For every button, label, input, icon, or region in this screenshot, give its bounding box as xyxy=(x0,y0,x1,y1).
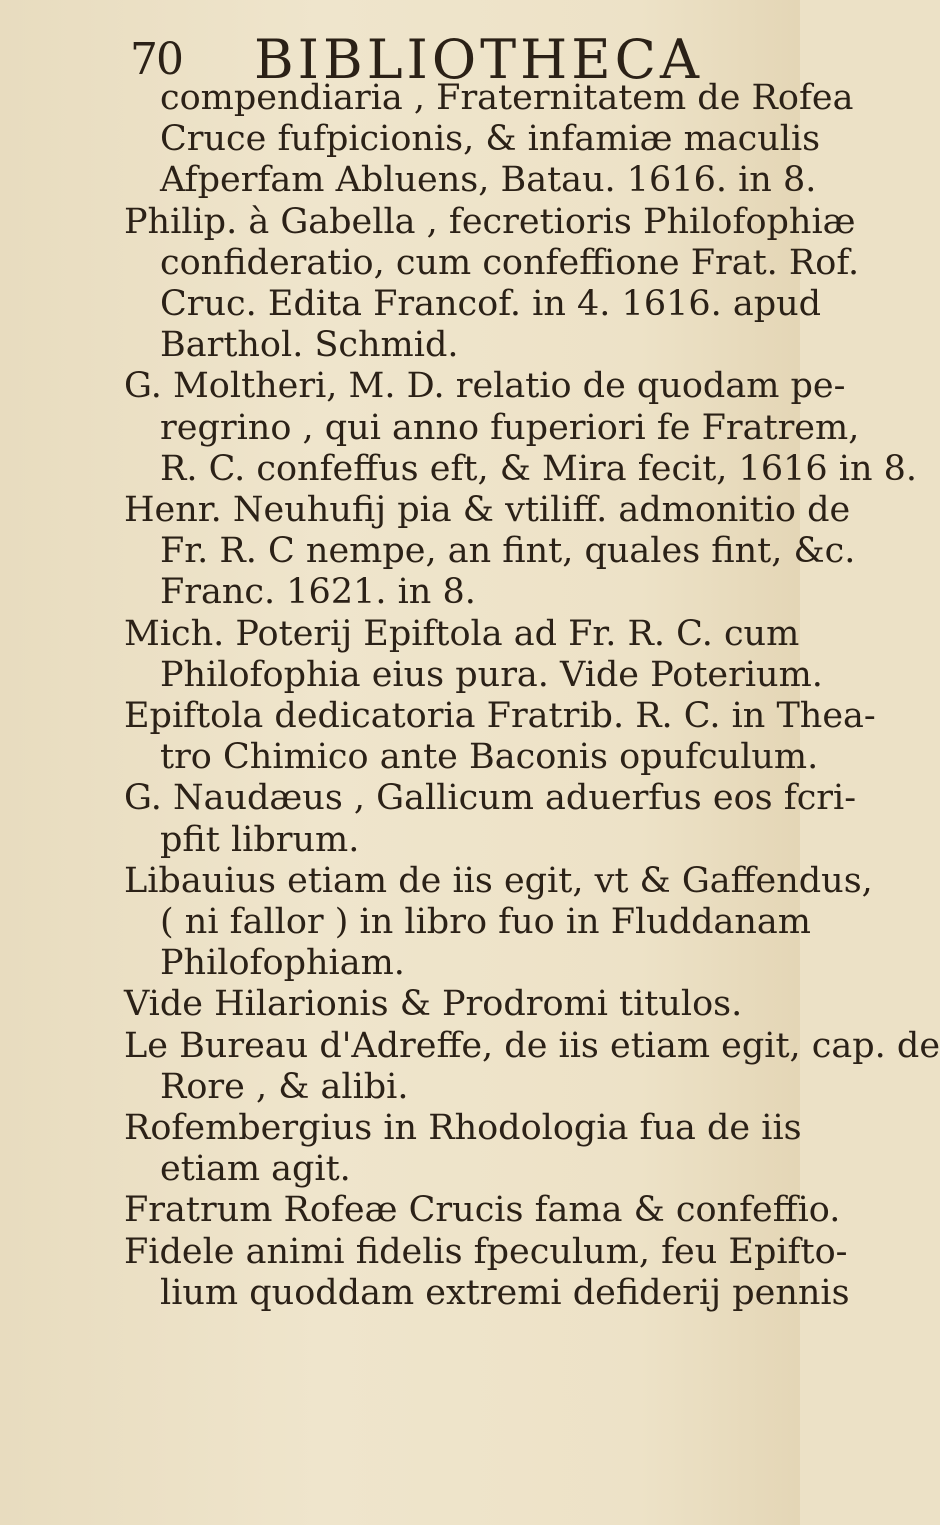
entry-first-line: Vide Hilarionis & Prodromi titulos. xyxy=(124,984,743,1025)
text-line: ( ni fallor ) in libro fuo in Fluddanam xyxy=(160,902,811,943)
text-line: pfit librum. xyxy=(160,819,360,860)
text-line: tro Chimico ante Baconis opufculum. xyxy=(160,737,819,778)
text-line: etiam agit. xyxy=(160,1149,351,1190)
text-line: Fr. R. C nempe, an fint, quales fint, &c. xyxy=(160,531,856,572)
entry-first-line: Epiftola dedicatoria Fratrib. R. C. in Thea- xyxy=(124,696,876,737)
page-number: 70 xyxy=(130,34,182,85)
text-line: Barthol. Schmid. xyxy=(160,325,459,366)
entry-first-line: Le Bureau d'Adreffe, de iis etiam egit, cap. de xyxy=(124,1025,940,1066)
text-line: R. C. confeffus eft, & Mira fecit, 1616 in 8. xyxy=(160,448,918,489)
text-line: regrino , qui anno fuperiori fe Fratrem, xyxy=(160,407,860,448)
bibliography-text xyxy=(124,78,940,1314)
text-line: Afperfam Abluens, Batau. 1616. in 8. xyxy=(160,160,817,201)
text-line: Philofophia eius pura. Vide Poterium. xyxy=(160,654,823,695)
text-line: confideratio, cum confeffione Frat. Rof. xyxy=(160,242,860,283)
text-line: Cruc. Edita Francof. in 4. 1616. apud xyxy=(160,284,822,325)
entry-first-line: G. Naudæus , Gallicum aduerfus eos fcri- xyxy=(124,778,857,819)
entry-first-line: Mich. Poterij Epiftola ad Fr. R. C. cum xyxy=(124,613,800,654)
text-line: Philofophiam. xyxy=(160,943,405,984)
text-line: Franc. 1621. in 8. xyxy=(160,572,476,613)
text-line: Cruce fufpicionis, & infamiæ maculis xyxy=(160,119,821,160)
entry-first-line: Philip. à Gabella , fecretioris Philofophiæ xyxy=(124,201,856,242)
entry-first-line: Libauius etiam de iis egit, vt & Gaffendus, xyxy=(124,860,873,901)
text-line: lium quoddam extremi defiderij pennis xyxy=(160,1272,850,1313)
entry-first-line: Henr. Neuhufij pia & vtiliff. admonitio de xyxy=(124,490,851,531)
entry-first-line: Rofembergius in Rhodologia fua de iis xyxy=(124,1108,802,1149)
entry-first-line: G. Moltheri, M. D. relatio de quodam pe- xyxy=(124,366,846,407)
entry-first-line: Fidele animi fidelis fpeculum, feu Epifto- xyxy=(124,1231,848,1272)
text-line: Rore , & alibi. xyxy=(160,1066,409,1107)
running-title: BIBLIOTHECA xyxy=(254,28,703,91)
entry-first-line: Fratrum Rofeæ Crucis fama & confeffio. xyxy=(124,1190,841,1231)
text-line: compendiaria , Fraternitatem de Rofea xyxy=(160,78,854,118)
